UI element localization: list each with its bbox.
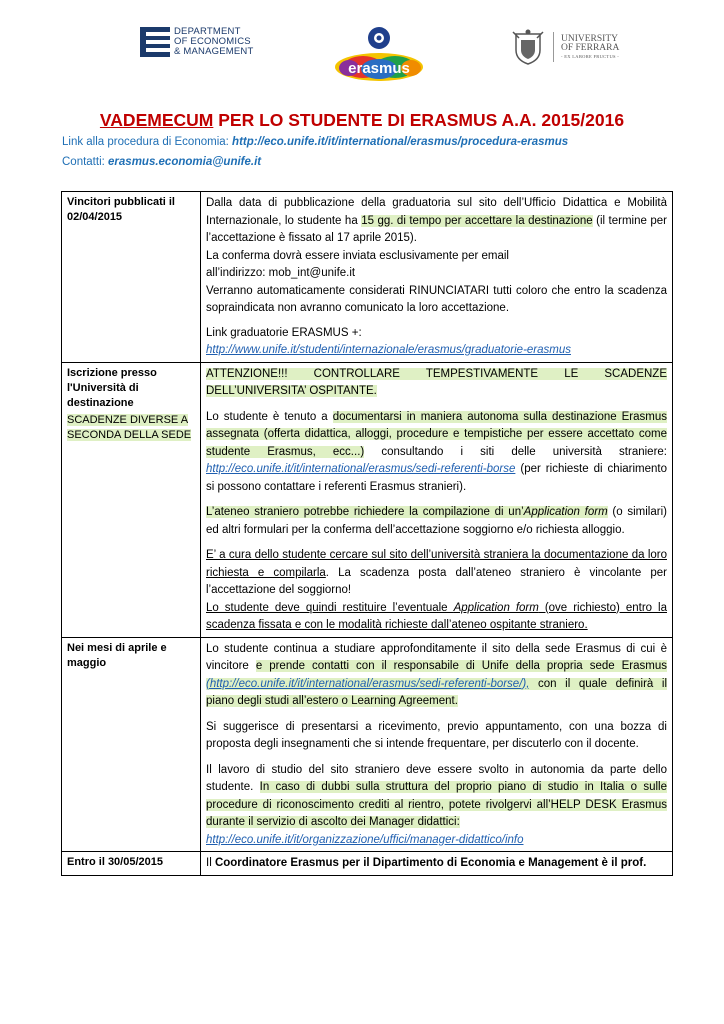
- contact-label: Contatti:: [62, 156, 109, 168]
- row-label: Vincitori pubblicati il 02/04/2015: [62, 192, 201, 363]
- row-content: Dalla data di pubblicazione della graduatoria sul sito dell’Ufficio Didattica e Mobilità Internazionale, lo studente ha 15 gg. di tempo per accettare la destinazione (il termine per l’accettazione è fissato al 17 aprile 2015). La conferma dovrà essere inviata esclusivamente per email all’indirizzo: mob_int@unife.it Verranno automaticamente considerati RINUNCIATARI tutti coloro che entro la scadenza sopraindicata non avranno comunicato la loro accettazione. Link graduatorie ERASMUS +: http://www.unife.it/studenti/internazionale/erasmus/graduatorie-erasmus: [201, 192, 673, 363]
- page-title: [0, 110, 724, 131]
- page-header: [0, 0, 724, 95]
- university-crest-icon: [510, 28, 546, 66]
- highlighted-text: ATTENZIONE!!! CONTROLLARE TEMPESTIVAMENTE LE SCADENZE DELL’UNIVERSITA’ OSPITANTE.: [206, 367, 667, 397]
- row-content: Il Coordinatore Erasmus per il Dipartimento di Economia e Management è il prof.: [201, 852, 673, 876]
- paragraph: Si suggerisce di presentarsi a ricevimento, previo appuntamento, con una bozza di proposta degli insegnamenti che si intende frequentare, per discuterlo con il docente.: [206, 720, 667, 750]
- title-highlight: VADEMECUM: [99, 110, 214, 130]
- erasmus-logo: [333, 24, 425, 82]
- row-content: ATTENZIONE!!! CONTROLLARE TEMPESTIVAMENTE LE SCADENZE DELL’UNIVERSITA’ OSPITANTE. Lo studente è tenuto a documentarsi in maniera autonoma sulla destinazione Erasmus assegnata (offerta didattica, alloggi, procedure e tempistiche per essere accettato come studente Erasmus, ecc...) consultando i siti delle università straniere: http://eco.unife.it/it/international/erasmus/sedi-referenti-borse (per richieste di chiarimento si possono contattare i referenti Erasmus stranieri). L’ateneo straniero potrebbe richiedere la compilazione di un’Application form (o similari) ed altri formulari per la conferma dell’accettazione soggiorno e/o richiesta alloggio. E’ a cura dello studente cercare sul sito dell’università straniera la documentazione da loro richiesta e compilarla. La scadenza posta dall’ateneo straniero è vincolante per l’accettazione del soggiorno! Lo studente deve quindi restituire l’eventuale Application form (ove richiesto) entro la scadenza fissata e con le modalità richieste dall’ateneo ospitante straniero.: [201, 362, 673, 637]
- paragraph: La conferma dovrà essere inviata esclusivamente per email: [206, 249, 509, 262]
- department-logo-line: DEPARTMENT: [174, 26, 241, 37]
- contact-line: [62, 156, 261, 168]
- procedure-link-label: Link alla procedura di Economia:: [62, 136, 233, 148]
- table-row: [62, 362, 673, 637]
- procedure-link-line: [62, 136, 568, 148]
- title-rest: PER LO STUDENTE DI ERASMUS A.A. 2015/2016: [213, 110, 625, 130]
- contact-email-link[interactable]: erasmus.economia@unife.it: [108, 156, 262, 168]
- erasmus-logo-text: erasmus: [348, 60, 410, 77]
- department-logo-mark: [140, 27, 170, 57]
- department-logo: [140, 26, 253, 58]
- university-logo: [510, 28, 619, 66]
- paragraph: Link graduatorie ERASMUS +:: [206, 326, 362, 339]
- university-logo-line: OF FERRARA: [561, 43, 620, 53]
- procedure-link[interactable]: http://eco.unife.it/it/international/erasmus/procedura-erasmus: [232, 136, 569, 148]
- paragraph: all’indirizzo: mob_int@unife.it: [206, 267, 356, 279]
- partner-sites-link[interactable]: http://eco.unife.it/it/international/erasmus/sedi-referenti-borse: [206, 463, 516, 475]
- department-logo-line: & MANAGEMENT: [174, 46, 254, 57]
- department-logo-line: OF ECONOMICS: [174, 36, 251, 47]
- table-row: [62, 637, 673, 852]
- row-label: Nei mesi di aprile e maggio: [62, 637, 201, 852]
- referenti-link[interactable]: (http://eco.unife.it/it/international/erasmus/sedi-referenti-borse/),: [206, 677, 530, 690]
- manager-didattico-link[interactable]: http://eco.unife.it/it/organizzazione/uffici/manager-didattico/info: [206, 833, 524, 846]
- highlighted-text: documentarsi in maniera autonoma sulla destinazione Erasmus assegnata (offerta didattica, alloggi, procedure e tempistiche per essere accettato come studente Erasmus, ecc...): [206, 410, 668, 458]
- paragraph: Verranno automaticamente considerati RINUNCIATARI tutti coloro che entro la scadenza sopraindicata non avranno comunicato la loro accettazione.: [206, 284, 667, 314]
- university-motto: - EX LABORE FRUCTUS -: [561, 53, 620, 59]
- table-row: [62, 852, 673, 876]
- table-row: [62, 192, 673, 363]
- row-label: Iscrizione presso l'Università di destinazione SCADENZE DIVERSE A SECONDA DELLA SEDE: [62, 362, 201, 637]
- row-label: Entro il 30/05/2015: [62, 852, 201, 876]
- vademecum-table: [61, 191, 673, 876]
- deadline-note: SCADENZE DIVERSE A SECONDA DELLA SEDE: [67, 413, 192, 441]
- highlighted-text: 15 gg. di tempo per accettare la destinazione: [361, 214, 593, 227]
- university-logo-line: UNIVERSITY: [561, 33, 618, 44]
- ranking-link[interactable]: http://www.unife.it/studenti/internazionale/erasmus/graduatorie-erasmus: [206, 344, 571, 356]
- row-content: Lo studente continua a studiare approfonditamente il sito della sede Erasmus di cui è vincitore e prende contatti con il responsabile di Unife della propria sede Erasmus (http://eco.unife.it/it/international/erasmus/sedi-referenti-borse/), con il quale definirà il piano degli studi all’estero o Learning Agreement. Si suggerisce di presentarsi a ricevimento, previo appuntamento, con una bozza di proposta degli insegnamenti che si intende frequentare, per discuterlo con il docente. Il lavoro di studio del sito straniero deve essere svolto in autonomia da parte dello studente. In caso di dubbi sulla struttura del proprio piano di studio in Italia o sulle procedure di riconoscimento crediti al rientro, potete rivolgervi all’HELP DESK Erasmus durante il servizio di ascolto dei Manager didattici: http://eco.unife.it/it/organizzazione/uffici/manager-didattico/info: [201, 637, 673, 852]
